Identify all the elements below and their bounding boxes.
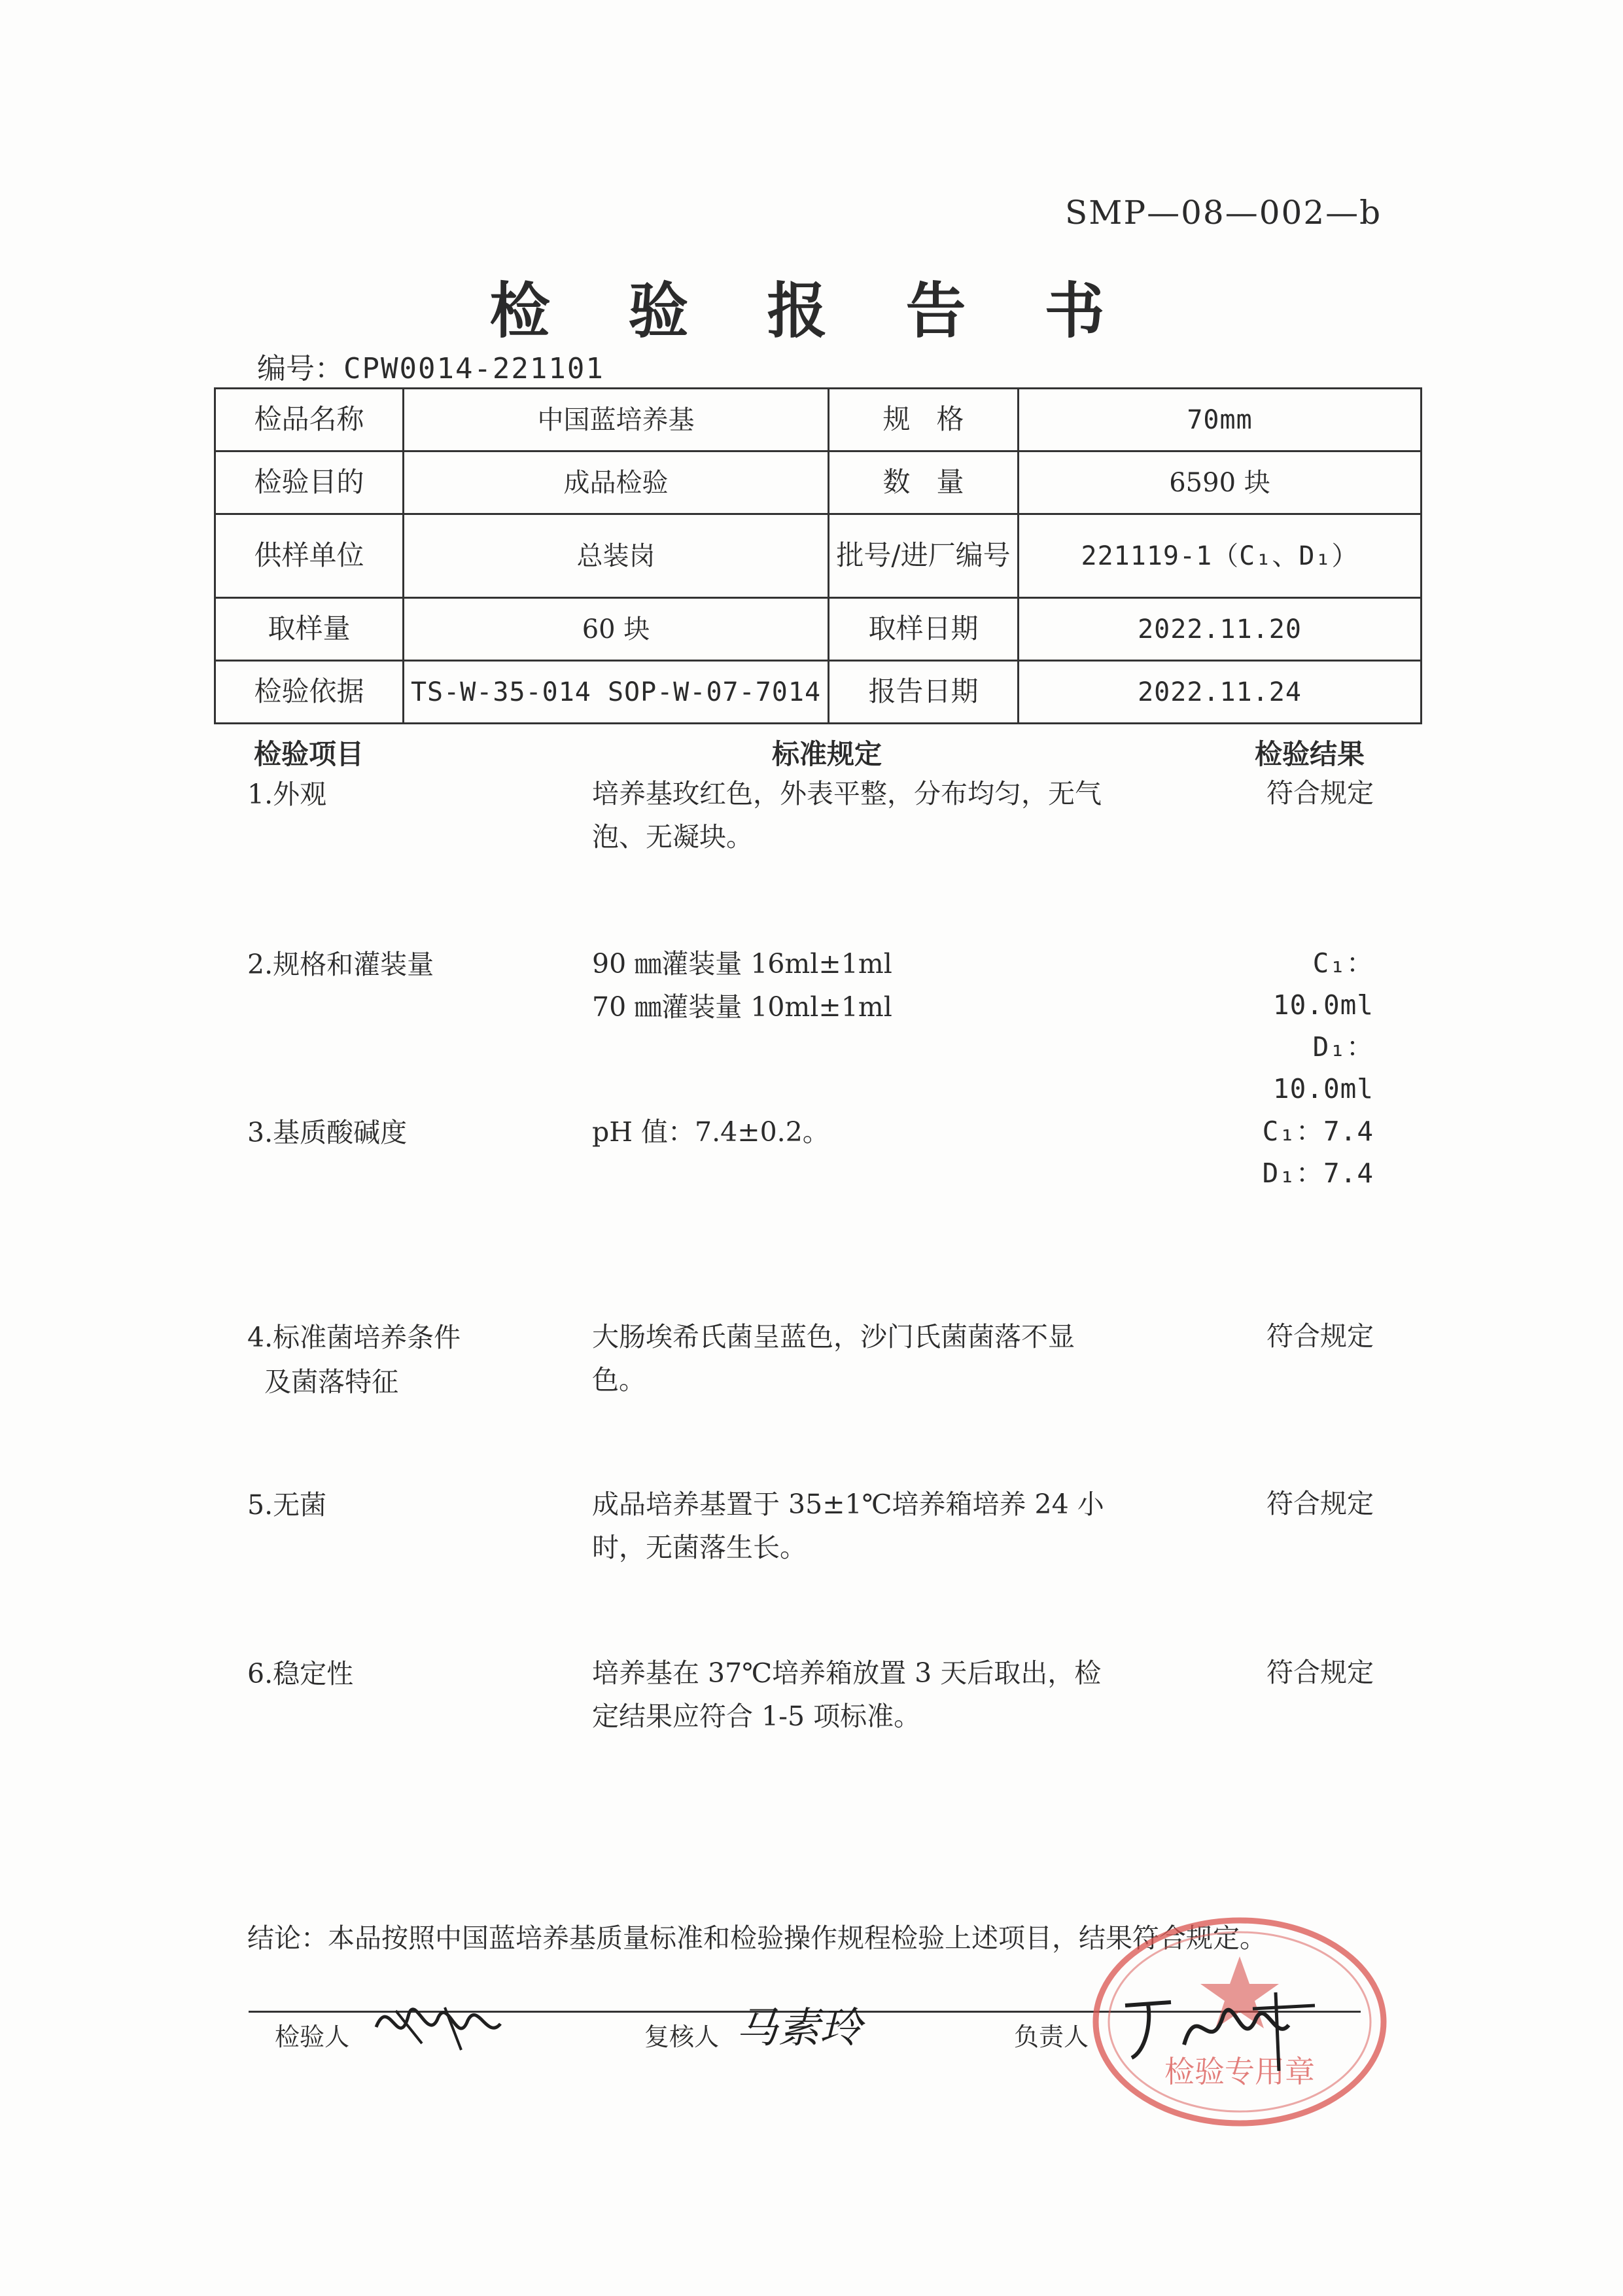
stamp-text: 检验专用章 bbox=[1164, 2054, 1315, 2089]
item-name-stability: 6.稳定性 bbox=[247, 1658, 354, 1689]
label-basis: 检验依据 bbox=[215, 661, 404, 724]
item-name-sterility: 5.无菌 bbox=[247, 1489, 327, 1521]
value-product-name: 中国蓝培养基 bbox=[404, 389, 829, 451]
serial-value: CPW0014-221101 bbox=[343, 352, 604, 385]
item-standard-stability: 培养基在 37℃培养箱放置 3 天后取出，检定结果应符合 1-5 项标准。 bbox=[592, 1657, 1102, 1732]
table-row bbox=[215, 598, 1422, 661]
item-result-culture: 符合规定 bbox=[1266, 1320, 1374, 1352]
value-purpose: 成品检验 bbox=[404, 451, 829, 514]
item-result-appearance: 符合规定 bbox=[1266, 777, 1374, 809]
table-row bbox=[215, 451, 1422, 514]
item-standard-sterility: 成品培养基置于 35±1℃培养箱培养 24 小时，无菌落生长。 bbox=[592, 1489, 1104, 1563]
value-sample-amount: 60 块 bbox=[404, 598, 829, 661]
item-result-spec-fill: C₁：10.0ml D₁：10.0ml bbox=[1272, 947, 1374, 1104]
item-standard-spec-fill: 90 ㎜灌装量 16ml±1ml 70 ㎜灌装量 10ml±1ml bbox=[592, 948, 892, 1023]
manager-signature bbox=[1112, 1979, 1328, 2077]
item-result-ph: C₁：7.4 D₁：7.4 bbox=[1262, 1116, 1374, 1189]
table-row bbox=[215, 661, 1422, 724]
label-sample-amount: 取样量 bbox=[215, 598, 404, 661]
reviewer-signature: 马素玲 bbox=[736, 2004, 862, 2053]
label-batch: 批号/进厂编号 bbox=[829, 514, 1019, 598]
header-item: 检验项目 bbox=[254, 738, 364, 770]
label-sample-date: 取样日期 bbox=[829, 598, 1019, 661]
value-quantity: 6590 块 bbox=[1019, 451, 1422, 514]
item-name-ph: 3.基质酸碱度 bbox=[247, 1117, 408, 1148]
serial-number bbox=[257, 345, 604, 387]
inspector-signature bbox=[370, 1981, 507, 2060]
inspector-label: 检验人 bbox=[275, 2022, 350, 2051]
label-spec: 规 格 bbox=[829, 389, 1019, 451]
manager-label: 负责人 bbox=[1014, 2022, 1089, 2051]
item-result-stability: 符合规定 bbox=[1266, 1657, 1374, 1688]
label-report-date: 报告日期 bbox=[829, 661, 1019, 724]
item-name-culture: 4.标准菌培养条件 及菌落特征 bbox=[247, 1322, 461, 1398]
item-result-sterility: 符合规定 bbox=[1266, 1488, 1374, 1519]
value-batch: 221119-1（C₁、D₁） bbox=[1019, 514, 1422, 598]
value-supplier: 总装岗 bbox=[404, 514, 829, 598]
label-supplier: 供样单位 bbox=[215, 514, 404, 598]
item-name-appearance: 1.外观 bbox=[247, 779, 327, 810]
value-report-date: 2022.11.24 bbox=[1019, 661, 1422, 724]
item-name-spec-fill: 2.规格和灌装量 bbox=[247, 949, 434, 980]
item-standard-culture: 大肠埃希氏菌呈蓝色，沙门氏菌菌落不显色。 bbox=[592, 1321, 1075, 1396]
info-table bbox=[214, 387, 1422, 724]
header-standard: 标准规定 bbox=[772, 738, 882, 770]
reviewer-label: 复核人 bbox=[644, 2022, 720, 2051]
report-title: 检 验 报 告 书 bbox=[489, 275, 1134, 346]
item-standard-ph: pH 值：7.4±0.2。 bbox=[592, 1116, 829, 1148]
item-standard-appearance: 培养基玫红色，外表平整，分布均匀，无气泡、无凝块。 bbox=[592, 778, 1102, 853]
value-sample-date: 2022.11.20 bbox=[1019, 598, 1422, 661]
label-quantity: 数 量 bbox=[829, 451, 1019, 514]
value-basis: TS-W-35-014 SOP-W-07-7014 bbox=[404, 661, 829, 724]
header-result: 检验结果 bbox=[1255, 738, 1365, 770]
document-code: SMP—08—002—b bbox=[1065, 194, 1382, 232]
label-product-name: 检品名称 bbox=[215, 389, 404, 451]
value-spec: 70mm bbox=[1019, 389, 1422, 451]
serial-label: 编号： bbox=[257, 352, 343, 385]
conclusion: 结论：本品按照中国蓝培养基质量标准和检验操作规程检验上述项目，结果符合规定。 bbox=[247, 1922, 1266, 1954]
label-purpose: 检验目的 bbox=[215, 451, 404, 514]
table-row bbox=[215, 514, 1422, 598]
table-row bbox=[215, 389, 1422, 451]
